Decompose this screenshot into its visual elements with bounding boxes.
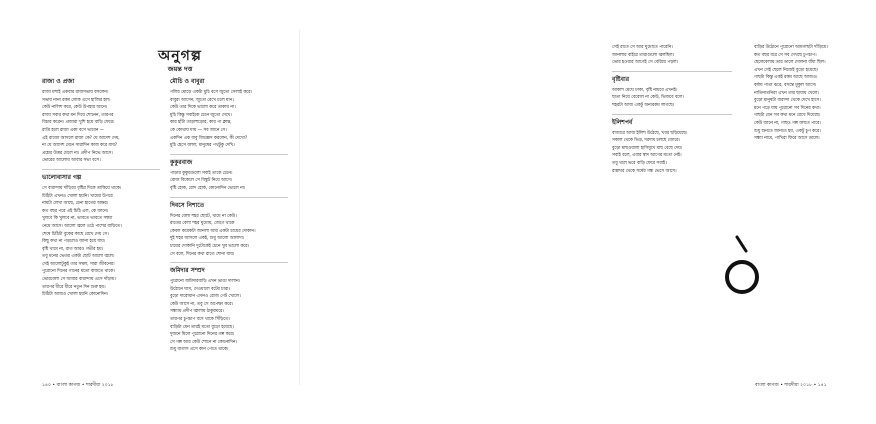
text-line: বাড়িটা যেন তারই মতো বুড়ো হয়েছে। xyxy=(170,324,234,330)
text-line: রাজা মশাই একবার রাজসভায় বসলেন। xyxy=(42,90,109,95)
section-body xyxy=(42,89,160,165)
left-page xyxy=(0,0,300,424)
text-line: রাত্রি হলে রাজা একা বসে ভাবেন — xyxy=(42,127,104,133)
text-line: রোজ বিকেলে সে বিস্কুট নিয়ে আসে। xyxy=(170,178,233,184)
text-line: শহরটা আজ একটু অন্যরকম লাগছে। xyxy=(612,102,675,108)
column-b xyxy=(170,78,288,354)
text-line: ভোরবেলা সে আবার বারান্দায় এসে দাঁড়ায়। xyxy=(42,277,116,283)
section-body xyxy=(42,185,160,299)
text-line: কেউ নালিশ করে, কেউ উপহার আনে। xyxy=(42,105,108,111)
text-line: ছাতা নিয়ে বেরোল না কেউ, ভিজবে বলে। xyxy=(612,95,684,101)
right-page xyxy=(300,0,828,424)
section-divider xyxy=(170,154,288,155)
text-line: চিঠিটা আজও খোলা হয়নি কোনোদিন। xyxy=(42,292,109,298)
text-line: রান্নাঘর থেকে সর্ষের গন্ধ ভেসে আসে। xyxy=(612,168,677,174)
text-line: শুধু বাতাস এসে কান পেতে থাকে। xyxy=(170,347,229,353)
text-line: দুজনে মিলে পুরোনো দিনের গল্প করে। xyxy=(170,332,235,338)
text-line: মুচি কিন্তু সবাইকে চেনে জুতো দেখে। xyxy=(170,112,232,118)
section-heading: ভালোবাসার গল্প xyxy=(42,173,82,181)
text-line: বুড়ো দারোয়ান এখনও রোজ গেট খোলে। xyxy=(170,294,241,300)
text-line: খুলবে কি খুলবে না, ভাবতে ভাবতে সন্ধ্যা xyxy=(42,216,113,222)
section-heading: রাজা ও প্রজা xyxy=(42,78,75,85)
text-line: কিছু কথা না পড়লেও জানা হয়ে যায়। xyxy=(42,239,106,245)
section-heading: জমিদার সম্প্রদ xyxy=(170,267,205,275)
text-line: চায়ের দোকানি দুটোকেই চেনে খুব ভালো করে। xyxy=(170,243,250,249)
section-heading: দিবসে নিশাতে xyxy=(170,201,205,209)
text-line: না যে আদেশ মেনে সারাদিন কাজ করে যায়? xyxy=(42,143,118,149)
text-line: গাছটা কিন্তু একই রকম আছে আজও। xyxy=(754,75,818,81)
text-line: সেই আলোটুকুই তার সম্বল, সারা জীবনের। xyxy=(42,261,115,267)
section-heading: বৃষ্টিবার xyxy=(612,75,630,83)
text-line: বুড়ো মানুষটা বারান্দা থেকে দেখে হাসে। xyxy=(754,98,821,104)
section-body xyxy=(612,44,732,67)
section-divider xyxy=(170,262,288,263)
text-line: নামটা লেখা আছে, চেনা হাতের অক্ষর। xyxy=(42,201,109,207)
text-line: এই রাজ্যে আসলে রাজা কে? যে আদেশ দেয়, xyxy=(42,135,120,141)
text-line: জানলার বাইরে তারাগুলো জ্বলছিল। xyxy=(612,52,674,58)
text-line: মনে পড়ে যায় পুরোনো সব দিনের কথা। xyxy=(754,105,821,111)
text-line: কে কোথায় যায় — সব জানে সে। xyxy=(170,127,227,133)
text-line: বুড়ো মাছওয়ালা হাসিমুখে মাছ বেছে দেয়। xyxy=(612,145,683,151)
text-line: সভায় নানা রকম লোক এসে হাজির হল। xyxy=(42,97,111,103)
section-body xyxy=(170,89,288,150)
text-line: সন্ধ্যায় প্রদীপ জ্বালায় ঠাকুরঘরে। xyxy=(170,309,224,315)
text-line: তারপর ধীরে ধীরে নতুন দিন শুরু হয়। xyxy=(42,284,106,290)
section-body xyxy=(612,87,732,110)
text-line: নাতিনাতনিরা এখন তার ছায়ায় খেলে। xyxy=(754,90,819,96)
text-line: কেবল কয়েকটা জানলা আর একটা চায়ের দোকান। xyxy=(170,228,256,234)
text-line: কেউ তার দিকে ভালো করে তাকায় না। xyxy=(170,105,236,111)
text-line: চিঠিটা এখনও খোলা হয়নি। খামের উপরে xyxy=(42,193,113,199)
column-a xyxy=(42,78,160,299)
text-line: কেউ জানে না, গাছও গল্প বলতে পারে। xyxy=(754,120,821,126)
page-footer-left: ১৪০ • বাংলা কাগজ • শারদীয়া ২০১৮ xyxy=(42,383,114,388)
section-heading: ইলিশপর্ব xyxy=(612,118,633,126)
text-line: সকাল থেকে ভিড়, দরদাম চলছে জোরে। xyxy=(612,138,681,144)
author-name: জয়ন্ত দত্ত xyxy=(167,65,193,73)
text-line: কেউ আসে না, তবু সে অপেক্ষা করে। xyxy=(170,301,233,307)
text-line: পুরোনো দিনের গানের মতো বাজতে থাকে। xyxy=(42,269,115,275)
text-line: সে বলে, দিনের কথা রাতে শোনা যায়। xyxy=(170,251,235,257)
text-line: পুরোনো জমিদারবাড়ি এখন ভাঙা দালান। xyxy=(170,279,241,285)
text-line: কত বছর ধরে সে সব দেখছে চুপচাপ। xyxy=(754,52,817,58)
text-line: ভোর হওয়ার আগেই সে বেরিয়ে পড়ল। xyxy=(612,60,679,66)
text-line: গাছটা যেন সব কথা মনে রেখে দিয়েছে। xyxy=(754,113,821,119)
text-line: তবু থলে ভরে বাড়ি ফেরে সবাই। xyxy=(612,160,667,166)
text-line: শুধু শুনতে জানতে হয়, একটু চুপ করে। xyxy=(754,128,821,134)
text-line: কার হাঁটা তাড়াহুড়োর, কার পা ক্লান্ত, xyxy=(170,120,232,126)
text-line: সবাই বলে, এবার স্বাদ আগের মতো নেই। xyxy=(612,153,682,159)
text-line: সেই রাতে সে আর ঘুমোতে পারেনি। xyxy=(612,45,673,50)
text-line: দুই শহর আসলে একই, শুধু আলো আলাদা। xyxy=(170,236,245,242)
text-line: তারপর চুপচাপ বসে থাকে সিঁড়িতে। xyxy=(170,317,230,323)
text-line: তবু মনের ভেতর একটা ছোট আলো জ্বলে। xyxy=(42,254,115,260)
text-line: উঠোনে ঘাস, দেওয়ালে বটের চারা। xyxy=(170,286,230,292)
section-heading: মৌচি ও বাবুরা xyxy=(170,78,205,85)
text-line: আকাশ মেঘে ঢাকা, বৃষ্টি নামবে এখনই। xyxy=(612,87,678,93)
section-body xyxy=(612,130,732,176)
text-line: বাড়ির উঠোনে পুরোনো আমগাছটা দাঁড়িয়ে। xyxy=(754,45,828,50)
section-body xyxy=(170,170,288,193)
section-divider xyxy=(42,169,160,170)
story-title: অনুগল্প xyxy=(158,48,202,64)
column-d xyxy=(754,44,876,143)
text-line: ছেলেবেলায় তার ডালে দোলনা বাঁধা ছিল। xyxy=(754,60,826,66)
section-body xyxy=(754,44,876,143)
text-line: রাজা সবার কথা মন দিয়ে শোনেন, তারপর xyxy=(42,112,114,118)
text-line: বর্ষায় পাতা ঝরে, বসন্তে মুকুল আসে। xyxy=(754,82,817,88)
text-line: কত বছর পরে এই চিঠি এল, কে জানে। xyxy=(42,208,109,214)
text-line: বৃষ্টি হোক, রোদ হোক, কোনোদিন ভোলে না। xyxy=(170,185,246,191)
text-line: একদিন এক বাবু জিজ্ঞেস করলেন, কী দেখো? xyxy=(170,135,248,141)
text-line: বাজারে আজ ইলিশ উঠেছে, খবর ছড়িয়েছে। xyxy=(612,130,688,136)
section-body xyxy=(170,278,288,354)
text-line: সন্ধ্যা নামে, পাখিরা ফিরে আসে ডালে। xyxy=(754,136,820,142)
text-line: সে গল্প আর কেউ শোনে না কোনোদিন। xyxy=(170,339,237,345)
text-line: নেমে আসে। আলো জ্বলে ওঠে পাশের বাড়িতে। xyxy=(42,223,122,229)
column-c xyxy=(612,44,732,175)
section-heading: কুকুরবাজ xyxy=(170,158,193,166)
text-line: দিনের বেলা শহর ছোটে, থামে না কেউ। xyxy=(170,213,237,219)
decorative-glyph-art xyxy=(722,235,762,295)
text-line: বৃষ্টি থামে না, রাত আরও গভীর হয়। xyxy=(42,246,104,252)
text-line: গলির মোড়ে একটা মুচি বসে জুতো সেলাই করে। xyxy=(170,90,253,95)
section-body xyxy=(170,213,288,259)
text-line: পাড়ার কুকুরগুলো সবাই তাকে চেনে। xyxy=(170,170,233,176)
text-line: বিচার করেন। প্রজারা খুশি হয়ে বাড়ি ফেরে। xyxy=(42,120,115,126)
section-divider xyxy=(170,197,288,198)
section-divider xyxy=(612,71,732,72)
text-line: ভোরের আলোয় আবার সভা বসে। xyxy=(42,158,101,164)
text-line: শেষে চিঠিটা বুকের কাছে রেখে দেয় সে। xyxy=(42,231,109,237)
text-line: এখন সেই ছেলে নিজেই বুড়ো হয়েছে। xyxy=(754,67,818,73)
section-divider xyxy=(612,114,732,115)
text-line: সে বারান্দায় দাঁড়িয়ে বৃষ্টির দিকে তাকিয়ে থাকে। xyxy=(42,185,122,191)
text-line: বাবুরা আসেন, জুতো রেখে চলে যান। xyxy=(170,97,234,103)
text-line: রাতের বেলা শহর ঘুমোয়, জেগে থাকে xyxy=(170,221,235,227)
page-footer-right: বাংলা কাগজ • শারদীয়া ২০১৮ • ১৪১ xyxy=(755,383,827,388)
text-line: প্রশ্নের উত্তর মেলে না। প্রদীপ নিভে আসে। xyxy=(42,150,113,156)
text-line: মুচি হেসে বলল, মানুষের পথটুকু দেখি। xyxy=(170,143,235,149)
